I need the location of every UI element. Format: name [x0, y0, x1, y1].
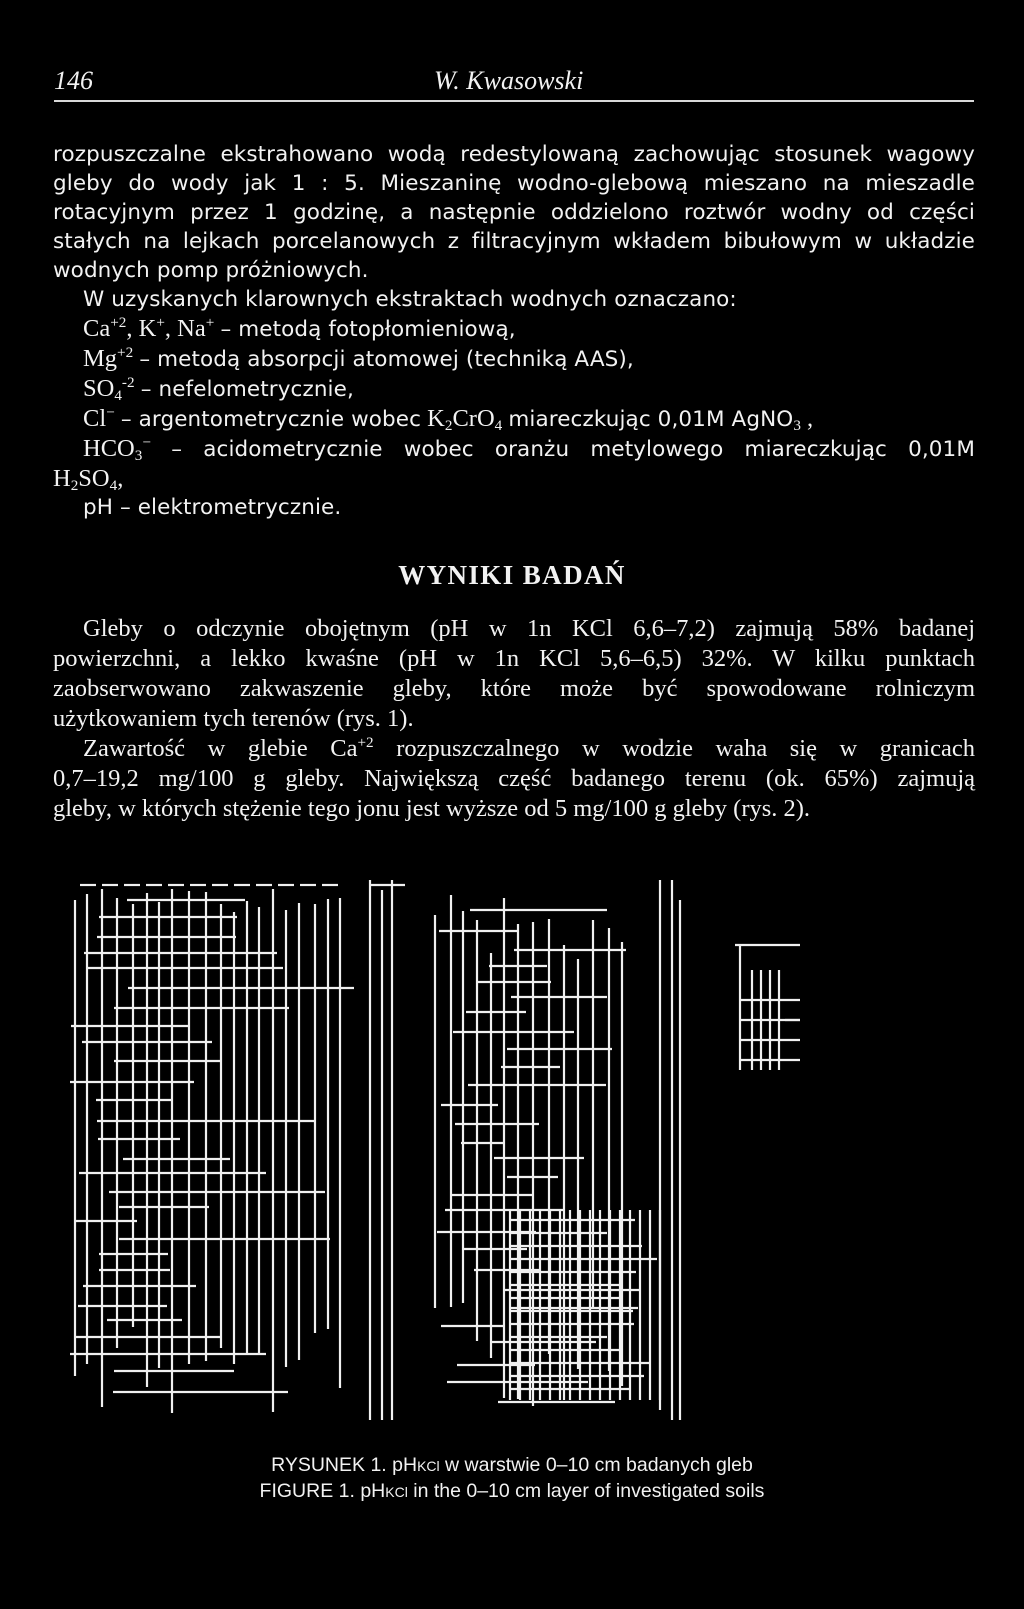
results-section — [53, 614, 975, 824]
methods-line-3: rotacyjnym przez 1 godzinę, a następnie oddzielono roztwór wodny od części — [53, 200, 975, 225]
page-number: 146 — [54, 66, 93, 95]
method-hco3-text: – acidometrycznie wobec oranżu metylowego miareczkując 0,01M — [171, 437, 975, 462]
results-line-5a: Zawartość w glebie Ca — [83, 735, 358, 762]
method-ca-k-na: $Ca^{+2}$, K+, Na+ – metodą fotopłomieniową, — [83, 313, 516, 342]
method-mg-text: – metodą absorpcji atomowej (techniką AAS), — [139, 347, 634, 372]
results-line-7: gleby, w których stężenie tego jonu jest wyższe od 5 mg/100 g gleby (rys. 2). — [53, 795, 811, 822]
ph-map-figure — [40, 880, 920, 1425]
method-cl-tail: miareczkując 0,01M AgNO — [508, 407, 794, 432]
method-so4-text: – nefelometrycznie, — [140, 377, 354, 402]
methods-line-5: wodnych pomp próżniowych. — [53, 258, 369, 283]
method-ca-k-na-text: – metodą fotopłomieniową, — [220, 317, 516, 342]
method-h2so4: $H_2SO_4$, — [53, 465, 124, 494]
caption-en-b: in the 0–10 cm layer of investigated soils — [413, 1480, 765, 1502]
caption-en-a: FIGURE 1. pH — [259, 1480, 386, 1502]
method-so4: $SO_4^{-2}$ – nefelometrycznie, — [83, 373, 354, 404]
header-rule — [54, 100, 974, 102]
methods-line-4: stałych na lejkach porcelanowych z filtracyjnym wkładem bibułowym w układzie — [53, 229, 975, 254]
caption-pl-sub: KCl — [417, 1458, 440, 1474]
methods-line-2: gleby do wody jak 1 : 5. Mieszaninę wodno-glebową mieszano na mieszadle — [53, 171, 975, 196]
caption-pl-b: w warstwie 0–10 cm badanych gleb — [445, 1454, 753, 1476]
method-cl: Cl− – argentometrycznie wobec $K_2CrO_4$ miareczkując 0,01M AgNO$_3$ , — [83, 403, 814, 434]
methods-measured-intro: W uzyskanych klarownych ekstraktach wodnych oznaczano: — [83, 287, 737, 312]
caption-en-sub: KCl — [385, 1484, 408, 1500]
map-grid — [70, 880, 800, 1420]
results-line-4: użytkowaniem tych terenów (rys. 1). — [53, 705, 414, 732]
results-line-3: zaobserwowano zakwaszenie gleby, które może być spowodowane rolniczym — [53, 675, 975, 702]
results-line-5: Zawartość w glebie $Ca^{+2}$ rozpuszczalnego w wodzie waha się w granicach — [83, 733, 975, 762]
methods-line-1: rozpuszczalne ekstrahowano wodą redestylowaną zachowując stosunek wagowy — [53, 142, 975, 167]
results-line-5b: rozpuszczalnego w wodzie waha się w granicach — [396, 735, 975, 762]
page-header — [54, 66, 974, 102]
figure-caption-pl — [0, 1454, 1024, 1477]
method-ph: pH – elektrometrycznie. — [83, 495, 342, 520]
caption-pl-a: RYSUNEK 1. pH — [271, 1454, 418, 1476]
methods-section — [53, 140, 975, 522]
method-hco3: $HCO_3^-$ – acidometrycznie wobec oranżu metylowego miareczkując 0,01M — [83, 433, 975, 464]
results-line-6: 0,7–19,2 mg/100 g gleby. Największą część badanego terenu (ok. 65%) zajmują — [53, 765, 975, 792]
running-author: W. Kwasowski — [434, 66, 584, 95]
figure-caption-en — [0, 1480, 1024, 1503]
method-mg: $Mg^{+2}$ – metodą absorpcji atomowej (techniką AAS), — [83, 343, 634, 372]
section-heading: WYNIKI BADAŃ — [398, 560, 626, 590]
results-line-2: powierzchni, a lekko kwaśne (pH w 1n KCl 5,6–6,5) 32%. W kilku punktach — [53, 645, 975, 672]
method-cl-text: – argentometrycznie wobec — [120, 407, 422, 432]
results-line-1: Gleby o odczynie obojętnym (pH w 1n KCl 6,6–7,2) zajmują 58% badanej — [83, 615, 975, 642]
